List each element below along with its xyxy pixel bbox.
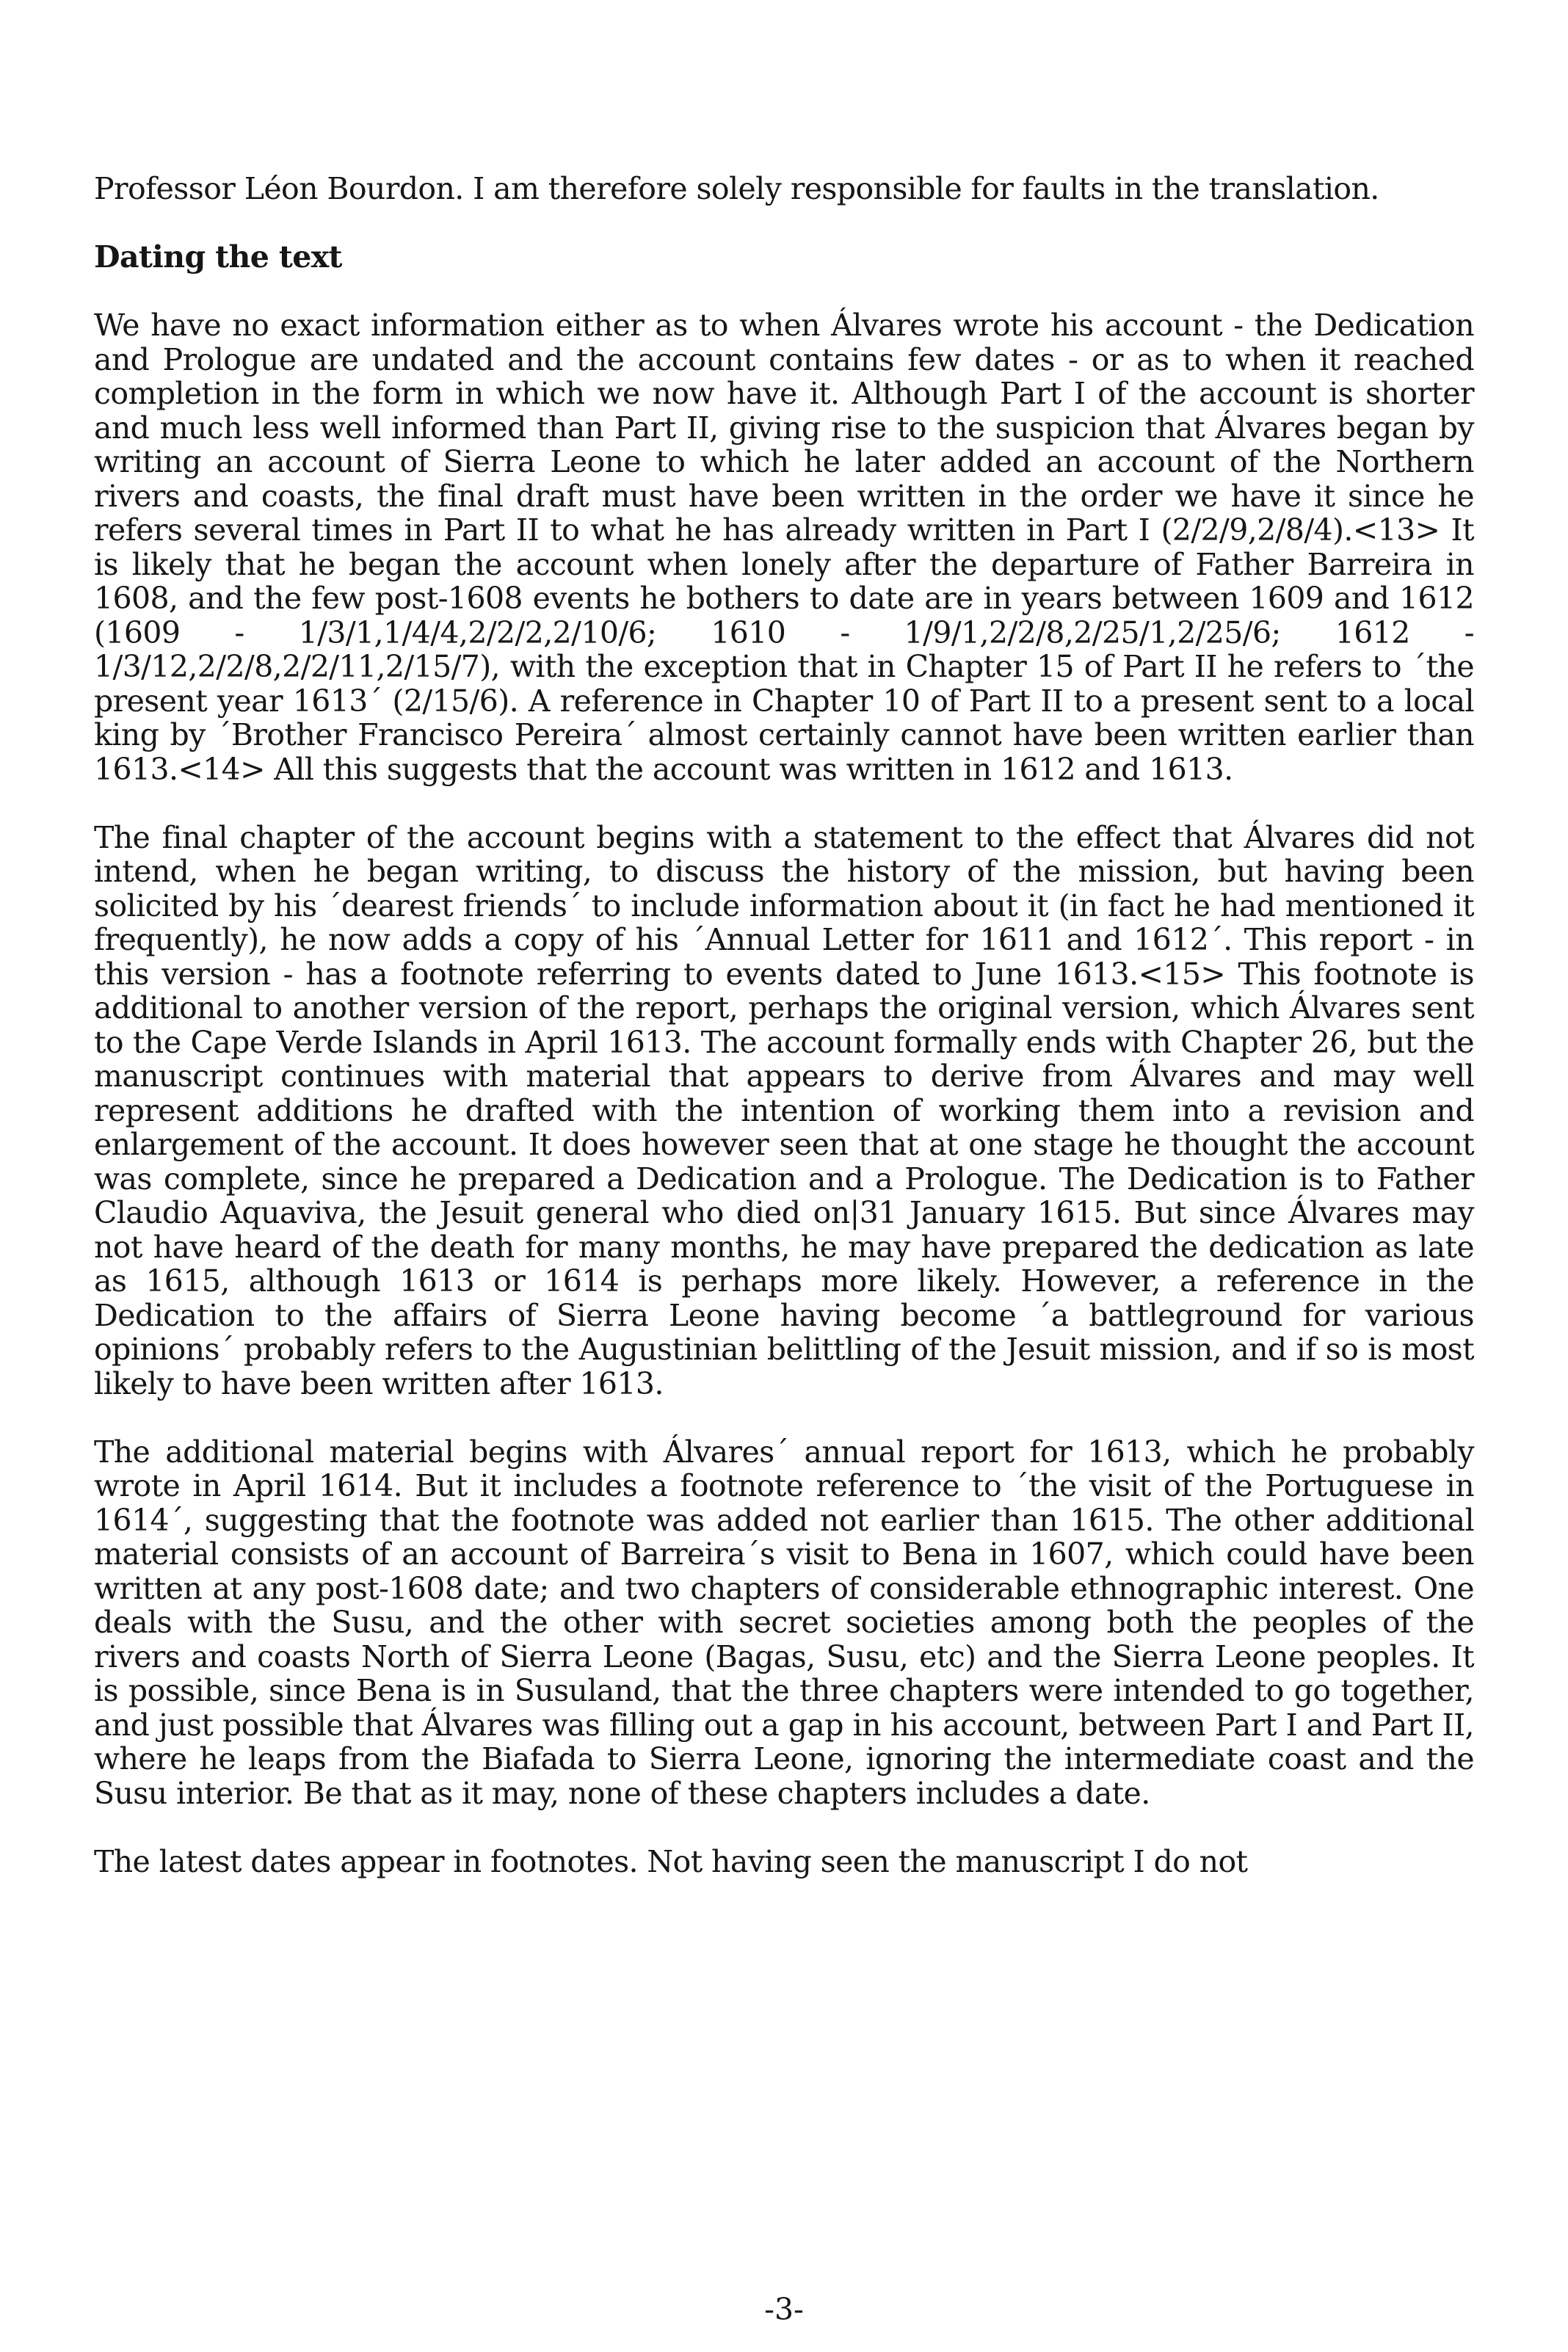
- paragraph-intro: Professor Léon Bourdon. I am therefore solely responsible for faults in the translation.: [94, 171, 1379, 206]
- document-page: [94, 172, 1474, 1913]
- paragraph-latest-dates: The latest dates appear in footnotes. Not having seen the manuscript I do not: [94, 1843, 1248, 1879]
- paragraph-final-chapter: The final chapter of the account begins with a statement to the effect that Álvares did not intend, when he began writing, to discuss the history of the mission, but having been solicited by his ´dearest friends´ to include information about it (in fact he had mentioned it frequently), he now adds a copy of his ´Annual Letter for 1611 and 1612´. This report - in this version - has a footnote referring to events dated to June 1613.<15> This footnote is additional to another version of the report, perhaps the original version, which Álvares sent to the Cape Verde Islands in April 1613. The account formally ends with Chapter 26, but the manuscript continues with material that appears to derive from Álvares and may well represent additions he drafted with the intention of working them into a revision and enlargement of the account. It does however seen that at one stage he thought the account was complete, since he prepared a Dedication and a Prologue. The Dedication is to Father Claudio Aquaviva, the Jesuit general who died on|31 January 1615. But since Álvares may not have heard of the death for many months, he may have prepared the dedication as late as 1615, although 1613 or 1614 is perhaps more likely. However, a reference in the Dedication to the affairs of Sierra Leone having become ´a battleground for various opinions´ probably refers to the Augustinian belittling of the Jesuit mission, and if so is most likely to have been written after 1613.: [94, 819, 1474, 1401]
- page-number: -3-: [764, 2292, 804, 2327]
- paragraph-additional-material: The additional material begins with Álvares´ annual report for 1613, which he probably wrote in April 1614. But it includes a footnote reference to ´the visit of the Portuguese in 1614´, suggesting that the footnote was added not earlier than 1615. The other additional material consists of an account of Barreira´s visit to Bena in 1607, which could have been written at any post-1608 date; and two chapters of considerable ethnographic interest. One deals with the Susu, and the other with secret societies among both the peoples of the rivers and coasts North of Sierra Leone (Bagas, Susu, etc) and the Sierra Leone peoples. It is possible, since Bena is in Susuland, that the three chapters were intended to go together, and just possible that Álvares was filling out a gap in his account, between Part I and Part II, where he leaps from the Biafada to Sierra Leone, ignoring the intermediate coast and the Susu interior. Be that as it may, none of these chapters includes a date.: [94, 1434, 1474, 1811]
- paragraph-dating: We have no exact information either as to when Álvares wrote his account - the Dedication and Prologue are undated and the account contains few dates - or as to when it reached completion in the form in which we now have it. Although Part I of the account is shorter and much less well informed than Part II, giving rise to the suspicion that Álvares began by writing an account of Sierra Leone to which he later added an account of the Northern rivers and coasts, the final draft must have been written in the order we have it since he refers several times in Part II to what he has already written in Part I (2/2/9,2/8/4).<13> It is likely that he began the account when lonely after the departure of Father Barreira in 1608, and the few post-1608 events he bothers to date are in years between 1609 and 1612 (1609 - 1/3/1,1/4/4,2/2/2,2/10/6; 1610 - 1/9/1,2/2/8,2/25/1,2/25/6; 1612 - 1/3/12,2/2/8,2/2/11,2/15/7), with the exception that in Chapter 15 of Part II he refers to ´the present year 1613´ (2/15/6). A reference in Chapter 10 of Part II to a present sent to a local king by ´Brother Francisco Pereira´ almost certainly cannot have been written earlier than 1613.<14> All this suggests that the account was written in 1612 and 1613.: [94, 308, 1474, 787]
- section-heading: Dating the text: [94, 239, 342, 275]
